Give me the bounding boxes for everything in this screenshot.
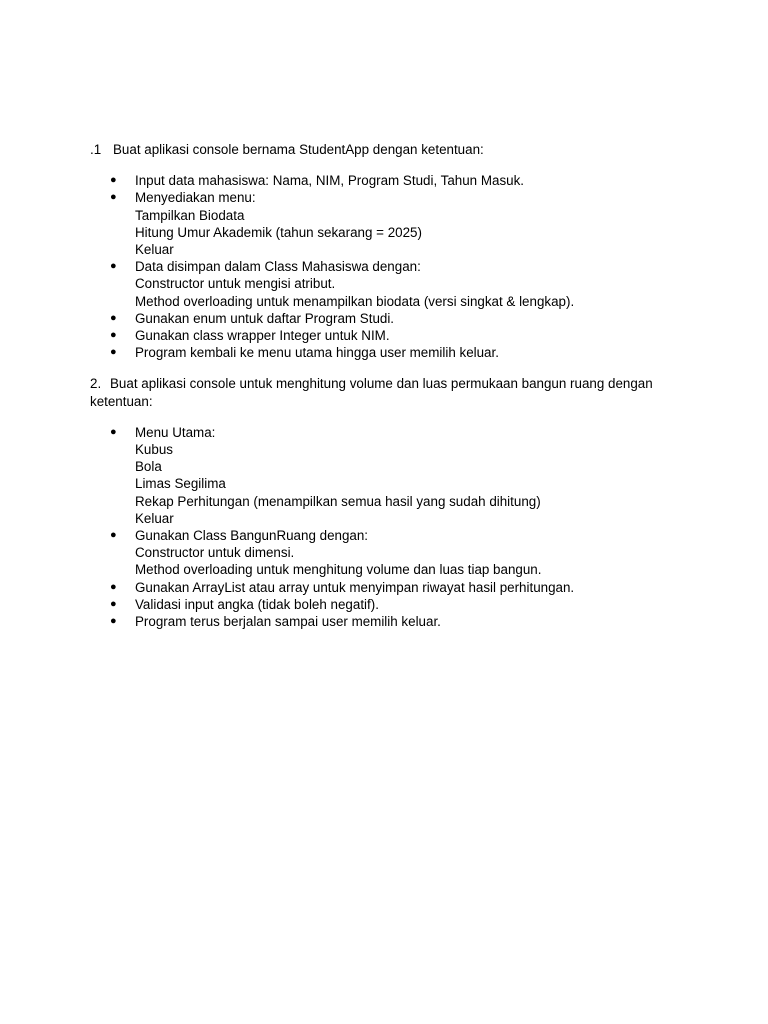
list-item-text: Gunakan Class BangunRuang dengan: [135,528,369,544]
list-item-text: Menyediakan menu: [135,190,256,206]
bullet-icon: ● [110,191,117,204]
list-item-subline: Method overloading untuk menampilkan biodata (versi singkat & lengkap). [135,293,575,309]
task-heading-text: Buat aplikasi console untuk menghitung volume dan luas permukaan bangun ruang dengan ketentuan: [90,376,653,409]
list-item [90,596,690,613]
list-item-subline: Limas Segilima [135,476,226,492]
bullet-icon: ● [110,615,117,628]
list-item [90,527,690,579]
bullet-icon: ● [110,329,117,342]
bullet-icon: ● [110,311,117,324]
list-item-text: Gunakan class wrapper Integer untuk NIM. [135,328,390,344]
list-item [90,613,690,630]
task-heading [90,141,690,158]
list-item-subline: Bola [135,459,162,475]
list-item-text: Gunakan ArrayList atau array untuk menyimpan riwayat hasil perhitungan. [135,579,575,595]
bullet-list [90,172,690,361]
list-item-subline: Hitung Umur Akademik (tahun sekarang = 2025) [135,224,422,240]
list-item-subline: Keluar [135,242,174,258]
list-item-subline: Tampilkan Biodata [135,207,245,223]
bullet-icon: ● [110,174,117,187]
list-item-text: Program terus berjalan sampai user memilih keluar. [135,614,441,630]
list-item-text: Input data mahasiswa: Nama, NIM, Program Studi, Tahun Masuk. [135,173,525,189]
list-item [90,189,690,258]
list-item-text: Menu Utama: [135,424,216,440]
list-item-text: Data disimpan dalam Class Mahasiswa dengan: [135,259,421,275]
list-item [90,310,690,327]
task-1 [90,141,690,361]
list-item [90,579,690,596]
list-item-subline: Rekap Perhitungan (menampilkan semua hasil yang sudah dihitung) [135,493,541,509]
bullet-icon: ● [110,346,117,359]
list-item [90,344,690,361]
list-item [90,327,690,344]
list-item-subline: Kubus [135,442,173,458]
bullet-list [90,424,690,630]
task-heading [90,375,690,409]
list-item [90,424,690,527]
list-item-subline: Constructor untuk dimensi. [135,545,295,561]
bullet-icon: ● [110,529,117,542]
task-2 [90,375,690,630]
list-item [90,258,690,310]
bullet-icon: ● [110,425,117,438]
list-item-text: Gunakan enum untuk daftar Program Studi. [135,310,395,326]
list-item-subline: Keluar [135,510,174,526]
task-heading-text: Buat aplikasi console bernama StudentApp dengan ketentuan: [113,142,484,157]
bullet-icon: ● [110,580,117,593]
task-number: 2. [90,376,102,392]
document-body [90,141,690,630]
list-item-subline: Constructor untuk mengisi atribut. [135,276,336,292]
list-item-subline: Method overloading untuk menghitung volume dan luas tiap bangun. [135,562,542,578]
task-number: .1 [90,142,102,157]
list-item-text: Program kembali ke menu utama hingga user memilih keluar. [135,345,499,361]
list-item-text: Validasi input angka (tidak boleh negatif). [135,596,379,612]
list-item [90,172,690,189]
bullet-icon: ● [110,597,117,610]
bullet-icon: ● [110,260,117,273]
